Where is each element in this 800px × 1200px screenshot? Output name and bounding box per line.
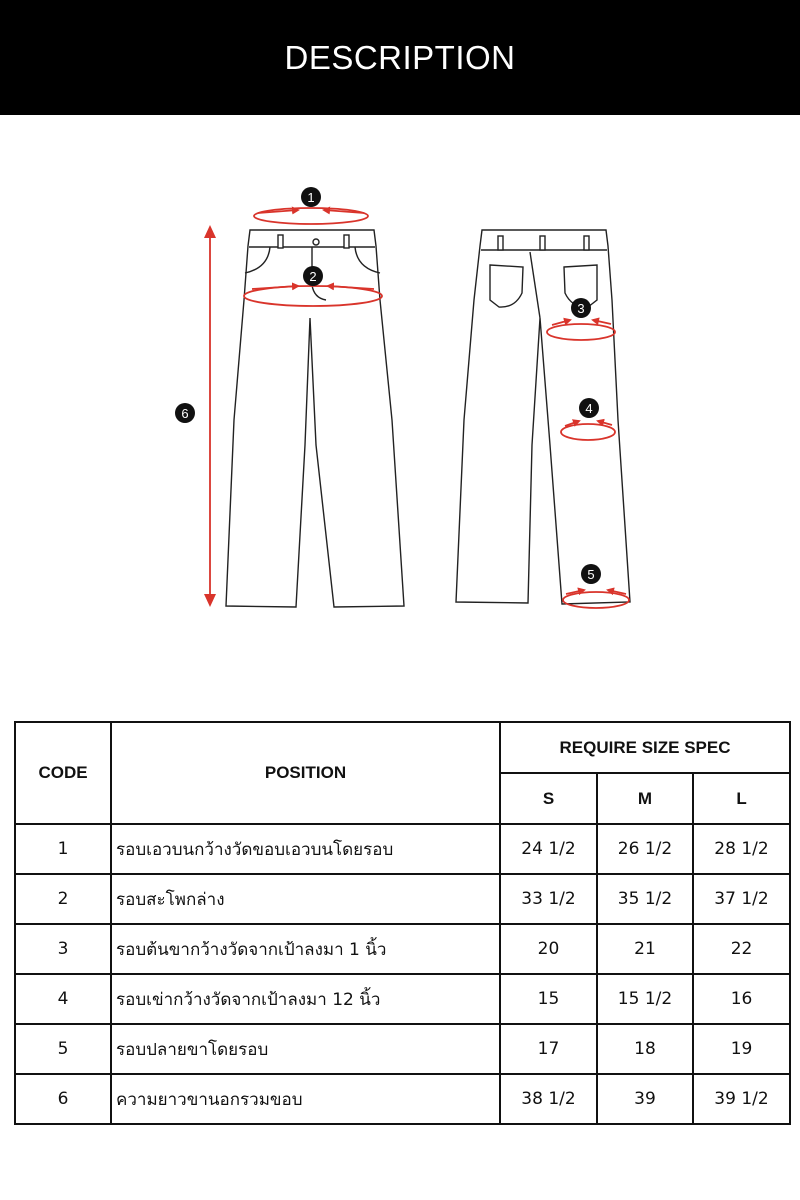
size-m-header: M bbox=[597, 773, 693, 824]
size-spec-table bbox=[14, 721, 791, 1125]
size-s-header: S bbox=[500, 773, 597, 824]
row-size-s: 20 bbox=[500, 924, 597, 974]
row-size-m: 35 1/2 bbox=[597, 874, 693, 924]
marker-5 bbox=[581, 564, 601, 584]
row-position: รอบปลายขาโดยรอบ bbox=[111, 1024, 500, 1074]
table-row bbox=[15, 824, 790, 874]
row-size-m: 15 1/2 bbox=[597, 974, 693, 1024]
row-size-s: 38 1/2 bbox=[500, 1074, 597, 1124]
code-header: CODE bbox=[15, 722, 111, 824]
page-title: DESCRIPTION bbox=[284, 38, 516, 76]
marker-6 bbox=[175, 403, 195, 423]
table-row bbox=[15, 1024, 790, 1074]
marker-3-label: 3 bbox=[577, 301, 585, 316]
row-code: 3 bbox=[15, 924, 111, 974]
row-size-s: 17 bbox=[500, 1024, 597, 1074]
row-size-l: 19 bbox=[693, 1024, 790, 1074]
back-pants-drawing bbox=[456, 230, 630, 604]
row-size-m: 21 bbox=[597, 924, 693, 974]
size-spec-header: REQUIRE SIZE SPEC bbox=[500, 722, 790, 773]
row-size-l: 28 1/2 bbox=[693, 824, 790, 874]
row-size-m: 39 bbox=[597, 1074, 693, 1124]
row-size-l: 22 bbox=[693, 924, 790, 974]
row-size-m: 18 bbox=[597, 1024, 693, 1074]
row-size-l: 37 1/2 bbox=[693, 874, 790, 924]
marker-4-label: 4 bbox=[585, 401, 593, 416]
row-position: รอบต้นขากว้างวัดจากเป้าลงมา 1 นิ้ว bbox=[111, 924, 500, 974]
marker-4 bbox=[579, 398, 599, 418]
row-position: ความยาวขานอกรวมขอบ bbox=[111, 1074, 500, 1124]
row-code: 1 bbox=[15, 824, 111, 874]
row-size-l: 39 1/2 bbox=[693, 1074, 790, 1124]
row-position: รอบเอวบนกว้างวัดขอบเอวบนโดยรอบ bbox=[111, 824, 500, 874]
row-size-s: 24 1/2 bbox=[500, 824, 597, 874]
row-size-s: 15 bbox=[500, 974, 597, 1024]
table-row bbox=[15, 924, 790, 974]
table-row bbox=[15, 1074, 790, 1124]
marker-2-label: 2 bbox=[309, 269, 317, 284]
marker-5-label: 5 bbox=[587, 567, 595, 582]
marker-6-label: 6 bbox=[181, 406, 189, 421]
table-row bbox=[15, 974, 790, 1024]
row-size-m: 26 1/2 bbox=[597, 824, 693, 874]
row-code: 6 bbox=[15, 1074, 111, 1124]
page-header bbox=[0, 0, 800, 115]
row-code: 2 bbox=[15, 874, 111, 924]
table-row bbox=[15, 874, 790, 924]
row-size-s: 33 1/2 bbox=[500, 874, 597, 924]
size-l-header: L bbox=[693, 773, 790, 824]
row-code: 4 bbox=[15, 974, 111, 1024]
marker-2 bbox=[303, 266, 323, 286]
row-size-l: 16 bbox=[693, 974, 790, 1024]
marker-1 bbox=[301, 187, 321, 207]
row-position: รอบเข่ากว้างวัดจากเป้าลงมา 12 นิ้ว bbox=[111, 974, 500, 1024]
row-code: 5 bbox=[15, 1024, 111, 1074]
marker-3 bbox=[571, 298, 591, 318]
row-position: รอบสะโพกล่าง bbox=[111, 874, 500, 924]
position-header: POSITION bbox=[111, 722, 500, 824]
marker-1-label: 1 bbox=[307, 190, 315, 205]
pants-measurement-diagram bbox=[0, 115, 800, 675]
